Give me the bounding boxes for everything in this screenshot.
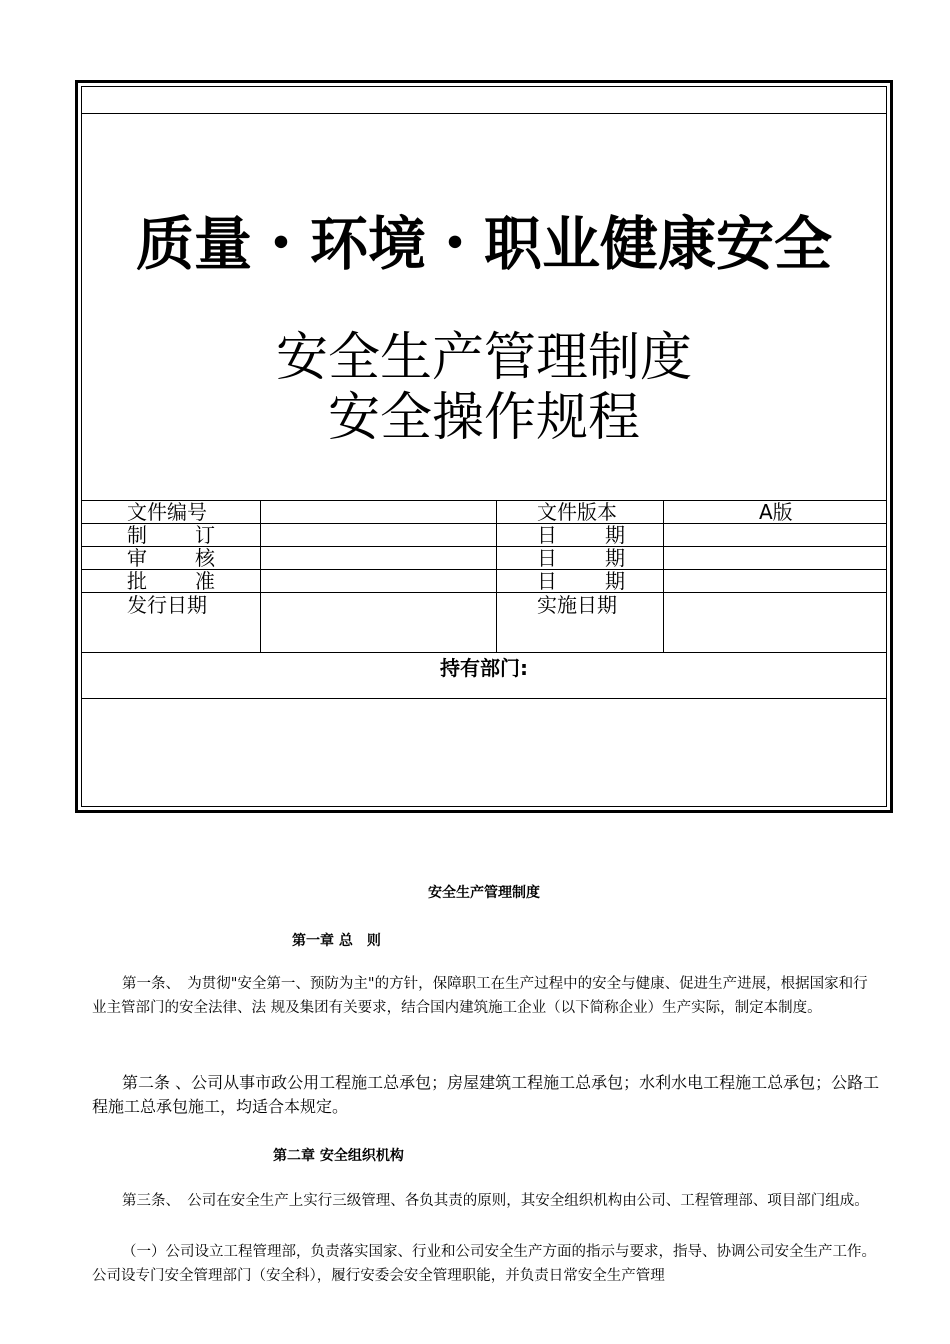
table-vline-1: [260, 500, 261, 652]
cover-title-main: 质量・环境・职业健康安全: [135, 210, 832, 278]
revise-date-label: [537, 524, 625, 546]
article-2: 第二条 、公司从事市政公用工程施工总承包；房屋建筑工程施工总承包；水利水电工程施工总承包；公路工程施工总承包施工，均适合本规定。: [92, 1073, 880, 1116]
chapter2-title: 第二章 安全组织机构: [273, 1148, 404, 1164]
cover-title-sub-1: 安全生产管理制度: [275, 328, 692, 388]
revise-label-a: 制: [127, 523, 147, 547]
article-3-item-1: （一）公司设立工程管理部，负责落实国家、行业和公司安全生产方面的指示与要求，指导、协调公司安全生产工作。公司设专门安全管理部门（安全科），履行安委会安全管理职能，并负责日常安全生产管理: [92, 1244, 876, 1284]
holder-dept-label: 持有部门:: [440, 656, 528, 680]
review-label-a: 审: [127, 546, 147, 570]
revise-date-label-b: 期: [605, 523, 625, 547]
article-1: 第一条、 为贯彻"安全第一、预防为主"的方针，保障职工在生产过程中的安全与健康、促进生产进展，根据国家和行业主管部门的安全法律、法 规及集团有关要求，结合国内建筑施工企业（以下简称企业）生产实际，制定本制度。: [92, 976, 868, 1016]
revise-date-label-a: 日: [537, 523, 557, 547]
table-vline-3: [663, 500, 664, 652]
chapter1-title: 第一章 总 则: [292, 933, 381, 949]
revise-label-b: 订: [195, 523, 215, 547]
review-label-b: 核: [195, 546, 215, 570]
article-3: 第三条、 公司在安全生产上实行三级管理、各负其责的原则，其安全组织机构由公司、工程管理部、项目部门组成。: [122, 1193, 869, 1209]
cover-title-sub-2: 安全操作规程: [327, 388, 640, 448]
revise-label: [127, 524, 215, 546]
review-date-label-a: 日: [537, 546, 557, 570]
cover-inner-frame: [81, 86, 887, 807]
approve-date-label-b: 期: [605, 569, 625, 593]
table-line-6: [82, 652, 886, 653]
doc-title: 安全生产管理制度: [428, 885, 540, 901]
doc-version-label: 文件版本: [537, 500, 617, 524]
review-label: [127, 547, 215, 569]
approve-label-b: 准: [195, 569, 215, 593]
doc-number-label: 文件编号: [127, 500, 207, 524]
approve-label: [127, 570, 215, 592]
doc-version-value: A版: [759, 500, 793, 524]
review-date-label-b: 期: [605, 546, 625, 570]
table-line-7: [82, 698, 886, 699]
review-date-label: [537, 547, 625, 569]
approve-date-label-a: 日: [537, 569, 557, 593]
table-vline-2: [496, 500, 497, 652]
approve-date-label: [537, 570, 625, 592]
effective-date-label: 实施日期: [537, 593, 617, 617]
cover-top-band-line: [82, 113, 886, 114]
issue-date-label: 发行日期: [127, 593, 207, 617]
approve-label-a: 批: [127, 569, 147, 593]
cover-frame: [75, 80, 893, 813]
